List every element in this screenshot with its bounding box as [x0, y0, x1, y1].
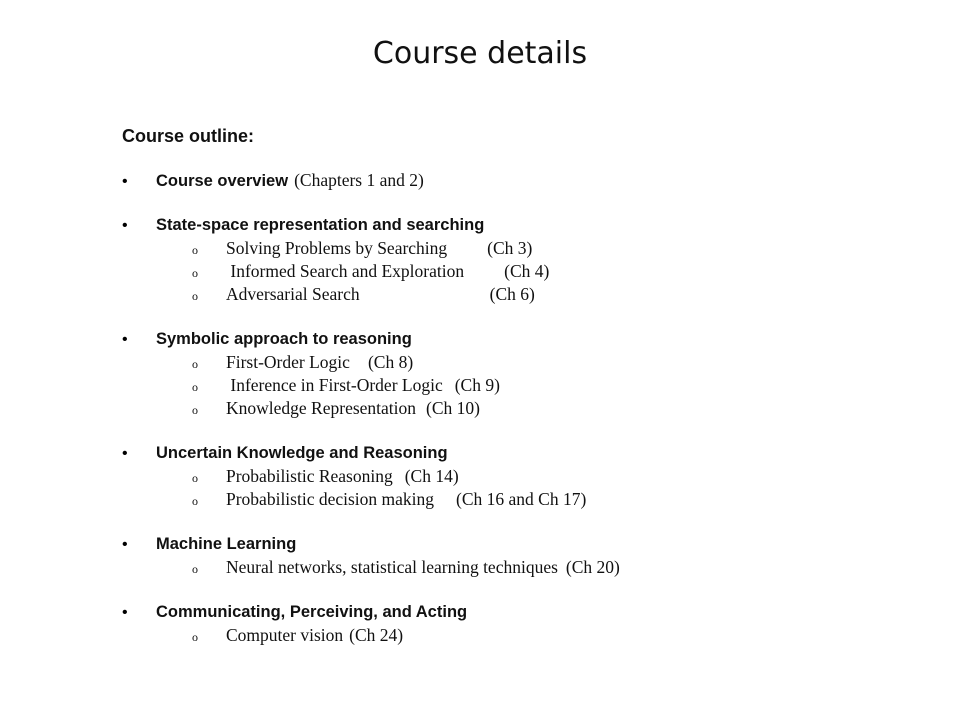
topic-text: Solving Problems by Searching — [226, 238, 448, 258]
topic-text: Adversarial Search — [226, 284, 360, 304]
outline-sections — [122, 168, 822, 647]
chapter-reference: (Ch 3) — [487, 238, 533, 258]
chapter-reference: (Ch 24) — [349, 625, 404, 645]
circle-bullet-icon: o — [192, 471, 198, 485]
chapter-reference: (Ch 20) — [565, 557, 620, 577]
bullet-icon: • — [122, 173, 128, 190]
outline-section — [122, 213, 822, 306]
topic-item — [122, 237, 822, 260]
circle-bullet-icon: o — [192, 357, 198, 371]
chapter-reference: (Ch 14) — [404, 466, 459, 486]
topic-text: Probabilistic Reasoning — [226, 466, 393, 486]
topic-item — [122, 556, 822, 579]
topic-text: Inference in First-Order Logic — [226, 375, 443, 395]
topic-item — [122, 374, 822, 397]
chapter-reference: (Ch 10) — [426, 398, 480, 418]
circle-bullet-icon: o — [192, 243, 198, 257]
outline-section — [122, 168, 822, 192]
topic-item — [122, 351, 822, 374]
topic-text: Probabilistic decision making — [226, 489, 435, 509]
section-title: Course overview — [156, 172, 289, 190]
topic-item — [122, 488, 822, 511]
chapter-reference: (Ch 6) — [489, 284, 535, 304]
section-row — [122, 600, 822, 624]
topic-item — [122, 397, 822, 420]
section-row — [122, 168, 822, 192]
topic-item — [122, 465, 822, 488]
bullet-icon: • — [122, 217, 128, 234]
section-row — [122, 532, 822, 556]
circle-bullet-icon: o — [192, 266, 198, 280]
section-title: Communicating, Perceiving, and Acting — [156, 603, 468, 621]
topic-item — [122, 624, 822, 647]
circle-bullet-icon: o — [192, 630, 198, 644]
topic-item — [122, 260, 822, 283]
chapter-reference: (Ch 4) — [504, 261, 550, 281]
outline-heading: Course outline: — [122, 126, 255, 146]
section-title: Uncertain Knowledge and Reasoning — [156, 444, 448, 462]
outline-section — [122, 600, 822, 647]
outline-section — [122, 327, 822, 420]
section-row — [122, 327, 822, 351]
chapter-reference: (Ch 16 and Ch 17) — [456, 489, 587, 509]
circle-bullet-icon: o — [192, 403, 198, 417]
bullet-icon: • — [122, 536, 128, 553]
bullet-icon: • — [122, 604, 128, 621]
section-title: Machine Learning — [156, 535, 297, 553]
course-outline — [122, 126, 822, 668]
circle-bullet-icon: o — [192, 494, 198, 508]
topic-text: First-Order Logic — [226, 352, 350, 372]
chapter-reference: (Ch 8) — [367, 352, 414, 372]
topic-item — [122, 283, 822, 306]
section-row — [122, 441, 822, 465]
outline-section — [122, 532, 822, 579]
bullet-icon: • — [122, 331, 128, 348]
topic-text: Informed Search and Exploration — [226, 261, 465, 281]
section-title: Symbolic approach to reasoning — [156, 330, 412, 348]
topic-text: Neural networks, statistical learning techniques — [226, 557, 558, 577]
section-title: State-space representation and searching — [156, 216, 485, 234]
section-row — [122, 213, 822, 237]
circle-bullet-icon: o — [192, 289, 198, 303]
slide-title: Course details — [372, 36, 588, 71]
bullet-icon: • — [122, 445, 128, 462]
topic-text: Computer vision — [226, 625, 344, 645]
section-note: (Chapters 1 and 2) — [294, 170, 424, 190]
topic-text: Knowledge Representation — [226, 398, 417, 418]
chapter-reference: (Ch 9) — [454, 375, 500, 395]
circle-bullet-icon: o — [192, 380, 198, 394]
circle-bullet-icon: o — [192, 562, 198, 576]
outline-section — [122, 441, 822, 511]
